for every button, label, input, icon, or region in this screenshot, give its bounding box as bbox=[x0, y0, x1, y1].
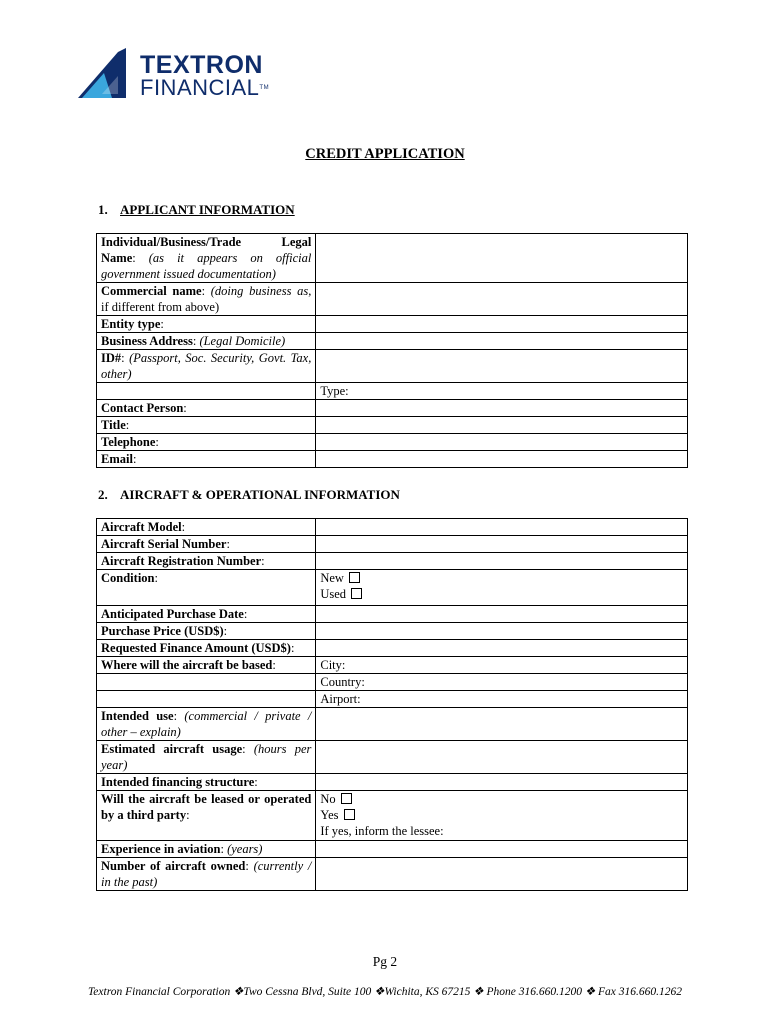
section-2-heading bbox=[98, 487, 400, 503]
purchase-date-label: Anticipated Purchase Date: bbox=[97, 606, 316, 623]
footer-address: Textron Financial Corporation ❖Two Cessna Blvd, Suite 100 ❖Wichita, KS 67215 ❖ Phone 316.660.1200 ❖ Fax 316.660.1262 bbox=[87, 986, 683, 998]
email-label: Email: bbox=[97, 451, 316, 468]
registration-number-label: Aircraft Registration Number: bbox=[97, 553, 316, 570]
airport-field[interactable]: Airport: bbox=[316, 691, 688, 708]
usage-field[interactable] bbox=[316, 741, 688, 774]
experience-label: Experience in aviation: (years) bbox=[97, 841, 316, 858]
purchase-date-field[interactable] bbox=[316, 606, 688, 623]
contact-person-field[interactable] bbox=[316, 400, 688, 417]
city-field[interactable]: City: bbox=[316, 657, 688, 674]
business-address-field[interactable] bbox=[316, 333, 688, 350]
commercial-name-label: Commercial name: (doing business as, if different from above) bbox=[97, 283, 316, 316]
aircraft-model-label: Aircraft Model: bbox=[97, 519, 316, 536]
section-2-number: 2. bbox=[98, 487, 108, 502]
country-field[interactable]: Country: bbox=[316, 674, 688, 691]
finance-amount-label: Requested Finance Amount (USD$): bbox=[97, 640, 316, 657]
based-where-label: Where will the aircraft be based: bbox=[97, 657, 316, 674]
condition-new-option[interactable]: New bbox=[320, 570, 683, 586]
id-type-label-cell bbox=[97, 383, 316, 400]
aircraft-owned-field[interactable] bbox=[316, 858, 688, 891]
leased-no-checkbox[interactable] bbox=[341, 793, 352, 804]
registration-number-field[interactable] bbox=[316, 553, 688, 570]
legal-name-field[interactable] bbox=[316, 234, 688, 283]
purchase-price-label: Purchase Price (USD$): bbox=[97, 623, 316, 640]
legal-name-label: Individual/Business/Trade Legal Name: (as it appears on official government issued documentation) bbox=[97, 234, 316, 283]
telephone-label: Telephone: bbox=[97, 434, 316, 451]
intended-use-field[interactable] bbox=[316, 708, 688, 741]
id-label: ID#: (Passport, Soc. Security, Govt. Tax, other) bbox=[97, 350, 316, 383]
intended-use-label: Intended use: (commercial / private / other – explain) bbox=[97, 708, 316, 741]
leased-yes-checkbox[interactable] bbox=[344, 809, 355, 820]
logo-text-financial: FINANCIAL™ bbox=[140, 75, 270, 100]
condition-used-option[interactable]: Used bbox=[320, 586, 683, 602]
title-label: Title: bbox=[97, 417, 316, 434]
section-1-title: APPLICANT INFORMATION bbox=[120, 202, 295, 217]
logo-text-textron: TEXTRON bbox=[140, 51, 263, 79]
purchase-price-field[interactable] bbox=[316, 623, 688, 640]
aircraft-owned-label: Number of aircraft owned: (currently / in the past) bbox=[97, 858, 316, 891]
aircraft-model-field[interactable] bbox=[316, 519, 688, 536]
serial-number-field[interactable] bbox=[316, 536, 688, 553]
serial-number-label: Aircraft Serial Number: bbox=[97, 536, 316, 553]
finance-amount-field[interactable] bbox=[316, 640, 688, 657]
id-field[interactable] bbox=[316, 350, 688, 383]
financing-structure-field[interactable] bbox=[316, 774, 688, 791]
leased-question-label: Will the aircraft be leased or operated by a third party: bbox=[97, 791, 316, 841]
section-1-heading bbox=[98, 202, 295, 218]
page-number: Pg 2 bbox=[372, 954, 398, 969]
trademark-mark: TM bbox=[259, 85, 270, 91]
leased-yes-option[interactable]: Yes bbox=[320, 807, 683, 823]
usage-label: Estimated aircraft usage: (hours per year) bbox=[97, 741, 316, 774]
commercial-name-field[interactable] bbox=[316, 283, 688, 316]
contact-person-label: Contact Person: bbox=[97, 400, 316, 417]
experience-field[interactable] bbox=[316, 841, 688, 858]
entity-type-field[interactable] bbox=[316, 316, 688, 333]
financing-structure-label: Intended financing structure: bbox=[97, 774, 316, 791]
id-type-field[interactable] bbox=[316, 383, 688, 400]
section-1-number: 1. bbox=[98, 202, 108, 217]
based-empty-2 bbox=[97, 691, 316, 708]
condition-label: Condition: bbox=[97, 570, 316, 606]
company-logo bbox=[78, 48, 268, 102]
textron-triangle-icon bbox=[78, 48, 138, 102]
based-empty-1 bbox=[97, 674, 316, 691]
title-field[interactable] bbox=[316, 417, 688, 434]
leased-options bbox=[316, 791, 688, 841]
page-title: CREDIT APPLICATION bbox=[305, 146, 465, 162]
condition-new-checkbox[interactable] bbox=[349, 572, 360, 583]
entity-type-label: Entity type: bbox=[97, 316, 316, 333]
inform-lessee-label: If yes, inform the lessee: bbox=[320, 824, 444, 838]
section-2-title: AIRCRAFT & OPERATIONAL INFORMATION bbox=[120, 487, 400, 502]
business-address-label: Business Address: (Legal Domicile) bbox=[97, 333, 316, 350]
telephone-field[interactable] bbox=[316, 434, 688, 451]
aircraft-information-table bbox=[96, 518, 688, 891]
condition-used-checkbox[interactable] bbox=[351, 588, 362, 599]
leased-no-option[interactable]: No bbox=[320, 791, 683, 807]
id-type-label: Type: bbox=[320, 384, 349, 398]
email-field[interactable] bbox=[316, 451, 688, 468]
applicant-information-table bbox=[96, 233, 688, 468]
condition-options bbox=[316, 570, 688, 606]
